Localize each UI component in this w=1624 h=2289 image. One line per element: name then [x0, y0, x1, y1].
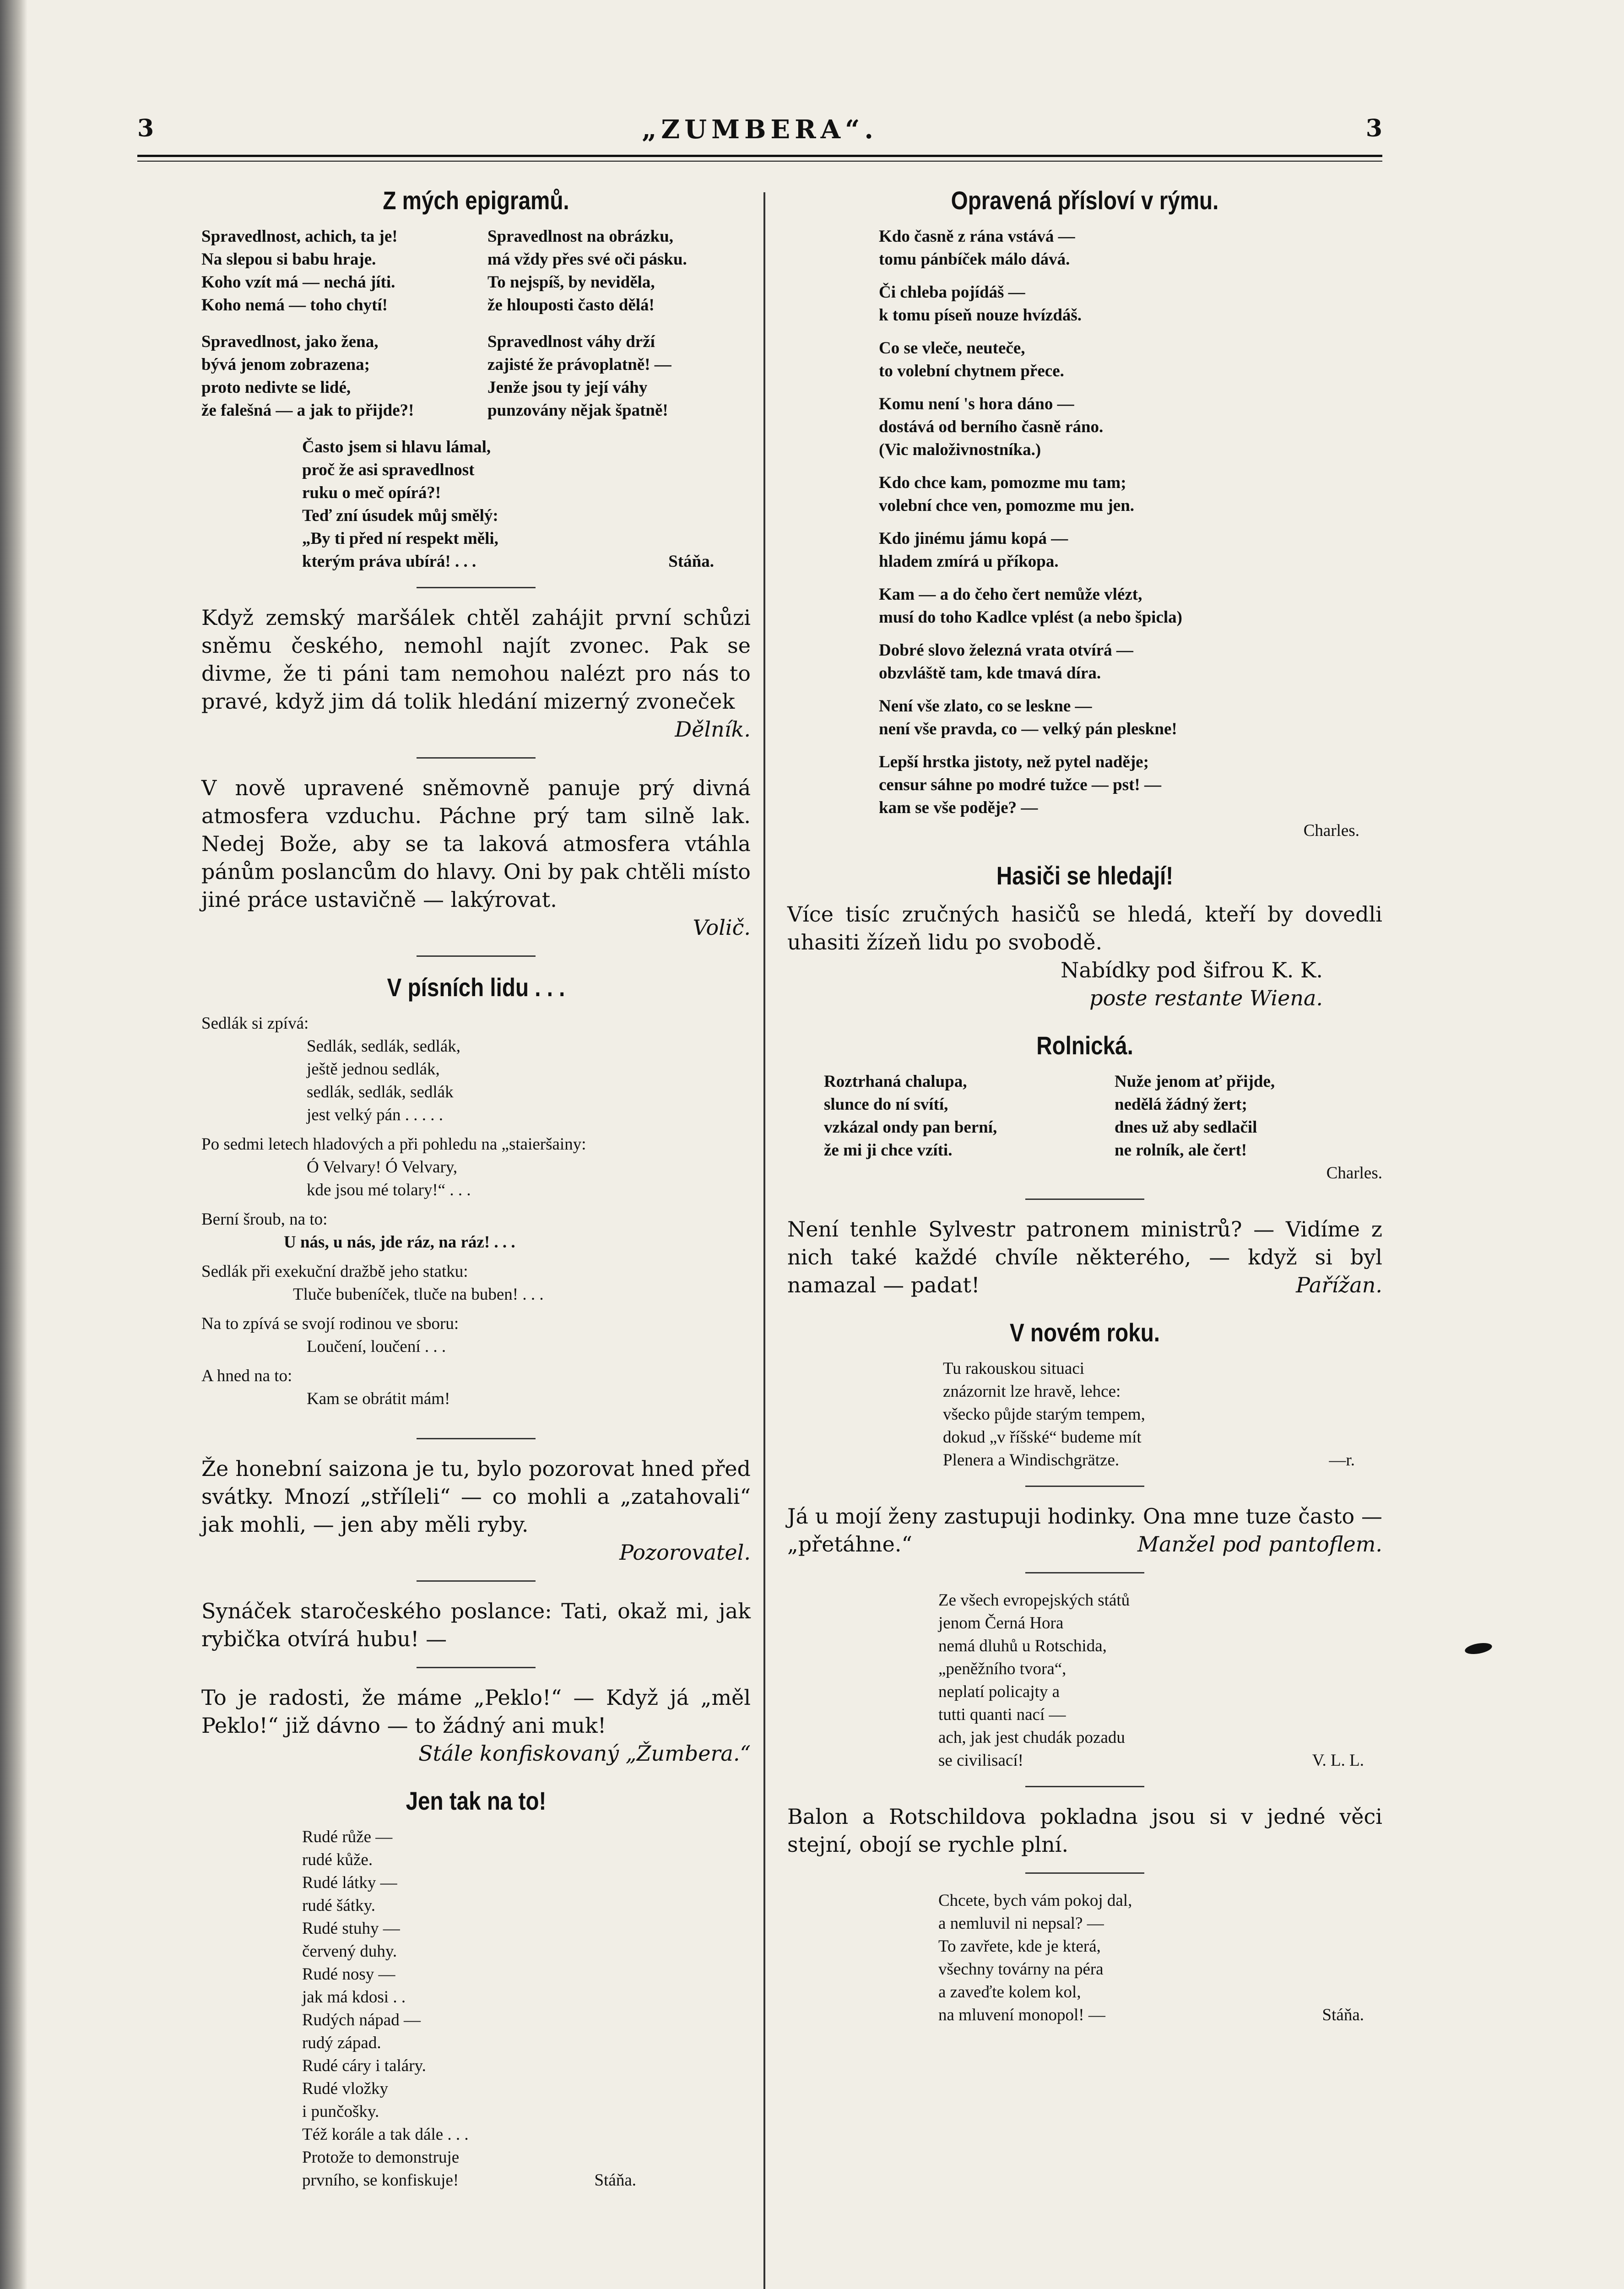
proverb-item: Kdo chce kam, pomozme mu tam; volební chce ven, pomozme mu jen. — [879, 473, 1135, 515]
novy-rok-heading: V novém roku. — [1010, 1318, 1160, 1347]
song-intro: Sedlák při exekuční dražbě jeho statku: — [201, 1262, 468, 1281]
separator — [417, 1667, 536, 1668]
article-peklo: To je radosti, že máme „Peklo!“ — Když já „měl Peklo!“ již dávno — to žádný ani muk! — [201, 1685, 751, 1738]
article-balon: Balon a Rotschildova pokladna jsou si v jedné věci stejní, obojí se rychle plní. — [787, 1804, 1382, 1857]
signature: Stále konfiskovaný „Žumbera.“ — [418, 1741, 751, 1766]
address-line: poste restante Wiena. — [1089, 986, 1323, 1010]
page-number-right: 3 — [1365, 114, 1382, 142]
separator — [1025, 1786, 1144, 1787]
separator — [1025, 1199, 1144, 1200]
epigrams-heading: Z mých epigramů. — [383, 186, 569, 215]
signature: Stáňa. — [594, 2171, 636, 2190]
epigrams-block-c — [201, 436, 714, 573]
song-intro: A hned na to: — [201, 1367, 292, 1385]
signature: Manžel pod pantoflem. — [1137, 1532, 1382, 1557]
jentak-block — [201, 1826, 636, 2192]
epigram-verse: Spravedlnost na obrázku, má vždy přes své oči pásku. To nejspíš, by neviděla, že hlouposti často dělá! — [487, 227, 687, 315]
separator — [1025, 1572, 1144, 1573]
cerna-hora-block — [787, 1589, 1364, 1772]
prislovi-heading: Opravená přísloví v rýmu. — [951, 186, 1219, 215]
signature: Pařížan. — [1296, 1273, 1382, 1297]
epigram-verse: Spravedlnost, achich, ta je! Na slepou si babu hraje. Koho vzít má — nechá jíti. Koho nemá — toho chytí! — [201, 227, 398, 315]
proverb-item: Či chleba pojídáš — k tomu píseň nouze hvízdáš. — [879, 283, 1082, 325]
song-verse: Ó Velvary! Ó Velvary, kde jsou mé tolary!“ . . . — [307, 1158, 471, 1199]
separator — [1025, 1872, 1144, 1874]
proverb-item: Kam — a do čeho čert nemůže vlézt, musí do toho Kadlce vplést (a nebo špicla) — [879, 585, 1182, 627]
pokoj-block — [787, 1889, 1364, 2027]
rolnicka-verse: Roztrhaná chalupa, slunce do ní svítí, vzkázal ondy pan berní, že mi ji chce vzíti. — [824, 1072, 997, 1160]
proverb-item: Kdo jinému jámu kopá — hladem zmírá u příkopa. — [879, 529, 1068, 571]
song-verse: Kam se obrátit mám! — [307, 1389, 450, 1408]
epigrams-block-b — [201, 331, 751, 422]
separator — [417, 1438, 536, 1439]
article-honebni: Že honební saizona je tu, bylo pozorovat hned před svátky. Mnozí „stříleli“ — co mohli a „zatahovali“ jak mohli, — jen aby měli ryby. — [201, 1456, 751, 1537]
prislovi-list — [787, 225, 1359, 842]
page-binding-edge — [0, 0, 27, 2289]
column-divider — [763, 192, 765, 2289]
song-intro: Berní šroub, na to: — [201, 1210, 328, 1229]
proverb-item: Co se vleče, neuteče, to volební chytnem přece. — [879, 339, 1064, 380]
signature: Charles. — [1326, 1164, 1382, 1182]
song-verse: Loučení, loučení . . . — [307, 1337, 446, 1356]
jentak-heading: Jen tak na to! — [406, 1786, 547, 1815]
jentak-verse: Rudé růže — rudé kůže. Rudé látky — rudé šátky. Rudé stuhy — červený duhy. Rudé nosy — jak má kdosi . . Rudých nápad — rudý západ. Rudé cáry i taláry. Rudé vložky i punčošky. Též korále a tak dále . . . Protože to demonstruje prvního, se konfiskuje! — [302, 1828, 469, 2190]
novy-rok-verse: Tu rakouskou situaci znázornit lze hravě, lehce: všecko půjde starým tempem, dokud „v říšské“ budeme mít Plenera a Windischgrätze. — [943, 1359, 1145, 1470]
article-zvonec: Když zemský maršálek chtěl zahájit první schůzi sněmu českého, nemohl najít zvonec. Pak se divme, že ti páni tam nemohou nalézt pro nás to pravé, když jim dá tolik hledání mizerný zvoneček — [201, 605, 751, 714]
epigram-verse: Často jsem si hlavu lámal, proč že asi spravedlnost ruku o meč opírá?! Teď zní úsudek můj smělý: „By ti před ní respekt měli, kterým práva ubírá! . . . — [302, 438, 498, 571]
song-verse: Tluče bubeníček, tluče na buben! . . . — [293, 1285, 544, 1304]
song-verse: U nás, u nás, jde ráz, na ráz! . . . — [284, 1233, 515, 1252]
signature: Stáňa. — [1322, 2006, 1364, 2024]
song-intro: Na to zpívá se svojí rodinou ve sboru: — [201, 1314, 459, 1333]
pokoj-verse: Chcete, bych vám pokoj dal, a nemluvil ni nepsal? — To zavřete, kde je která, všechny továrny na péra a zaveďte kolem kol, na mluvení monopol! — — [938, 1891, 1132, 2024]
signature: —r. — [1329, 1451, 1355, 1470]
cerna-hora-verse: Ze všech evropejských států jenom Černá Hora nemá dluhů u Rotschida, „peněžního tvora“, neplatí policajty a tutti quanti nací — ach, jak jest chudák pozadu se civilisací! — [938, 1591, 1130, 1770]
song-verse: Sedlák, sedlák, sedlák, ještě jednou sedlák, sedlák, sedlák, sedlák jest velký pán . . . . . — [307, 1037, 460, 1124]
signature: Dělník. — [675, 717, 751, 742]
rolnicka-verses — [787, 1070, 1382, 1162]
separator — [1025, 1486, 1144, 1487]
signature: Charles. — [1303, 821, 1359, 840]
signature: Pozorovatel. — [619, 1540, 751, 1565]
article-sylvestr: Není tenhle Sylvestr patronem ministrů? — Vidíme z nich také každé chvíle některého, — když si byl namazal — padat! — [787, 1217, 1382, 1297]
epigram-verse: Spravedlnost, jako žena, bývá jenom zobrazena; proto nedivte se lidé, že falešná — a jak to přijde?! — [201, 332, 414, 420]
separator — [417, 955, 536, 957]
article-hasici: Více tisíc zručných hasičů se hledá, kteří by dovedli uhasiti žízeň lidu po svobodě. — [787, 902, 1382, 955]
left-column — [201, 185, 751, 2192]
proverb-item: Kdo časně z rána vstává — tomu pánbíček málo dává. — [879, 227, 1075, 269]
proverb-item: Dobré slovo železná vrata otvírá — obzvláště tam, kde tmavá díra. — [879, 641, 1133, 683]
novy-rok-block — [787, 1357, 1355, 1472]
hasici-heading: Hasiči se hledají! — [996, 861, 1174, 890]
signature: Stáňa. — [668, 552, 714, 571]
signature: V. L. L. — [1312, 1751, 1364, 1770]
right-column — [787, 185, 1382, 2027]
epigrams-block-a — [201, 225, 751, 317]
page-number-left: 3 — [137, 114, 154, 142]
article-hodinky: Já u mojí ženy zastupuji hodinky. Ona mne tuze často — „přetáhne.“ — [787, 1504, 1382, 1557]
masthead-title: „ZUMBERA“. — [642, 114, 878, 145]
separator — [417, 1580, 536, 1582]
offer-line: Nabídky pod šifrou K. K. — [1061, 958, 1323, 982]
proverb-item: Není vše zlato, co se leskne — není vše pravda, co — velký pán pleskne! — [879, 697, 1177, 738]
article-synacek: Synáček staročeského poslance: Tati, okaž mi, jak rybička otvírá hubu! — — [201, 1599, 751, 1651]
song-intro: Sedlák si zpívá: — [201, 1014, 309, 1033]
header-rule — [137, 155, 1382, 162]
signature: Volič. — [693, 915, 751, 940]
song-intro: Po sedmi letech hladových a při pohledu na „staieršainy: — [201, 1135, 586, 1154]
rolnicka-heading: Rolnická. — [1036, 1031, 1133, 1060]
article-atmosfera: V nově upravené sněmovně panuje prý divná atmosfera vzduchu. Páchne prý tam silně lak. Nedej Bože, aby se ta laková atmosfera vtáhla pánům poslancům do hlavy. Oni by pak chtěli místo jiné práce ustavičně — lakýrovat. — [201, 776, 751, 912]
epigram-verse: Spravedlnost váhy drží zajisté že právoplatně! — Jenže jsou ty její váhy punzovány nějak špatně! — [487, 332, 671, 420]
ink-blot — [1464, 1641, 1493, 1656]
separator — [417, 587, 536, 588]
proverb-item: Komu není 's hora dáno — dostává od berního časně ráno. (Vic maloživnostníka.) — [879, 395, 1104, 459]
page-header — [137, 114, 1382, 151]
pisne-heading: V písních lidu . . . — [387, 973, 565, 1002]
proverb-item: Lepší hrstka jistoty, než pytel naděje; censur sáhne po modré tužce — pst! — kam se vše poděje? — — [879, 753, 1161, 817]
rolnicka-verse: Nuže jenom ať přijde, nedělá žádný žert; dnes už aby sedlačil ne rolník, ale čert! — [1115, 1072, 1275, 1160]
separator — [417, 757, 536, 759]
